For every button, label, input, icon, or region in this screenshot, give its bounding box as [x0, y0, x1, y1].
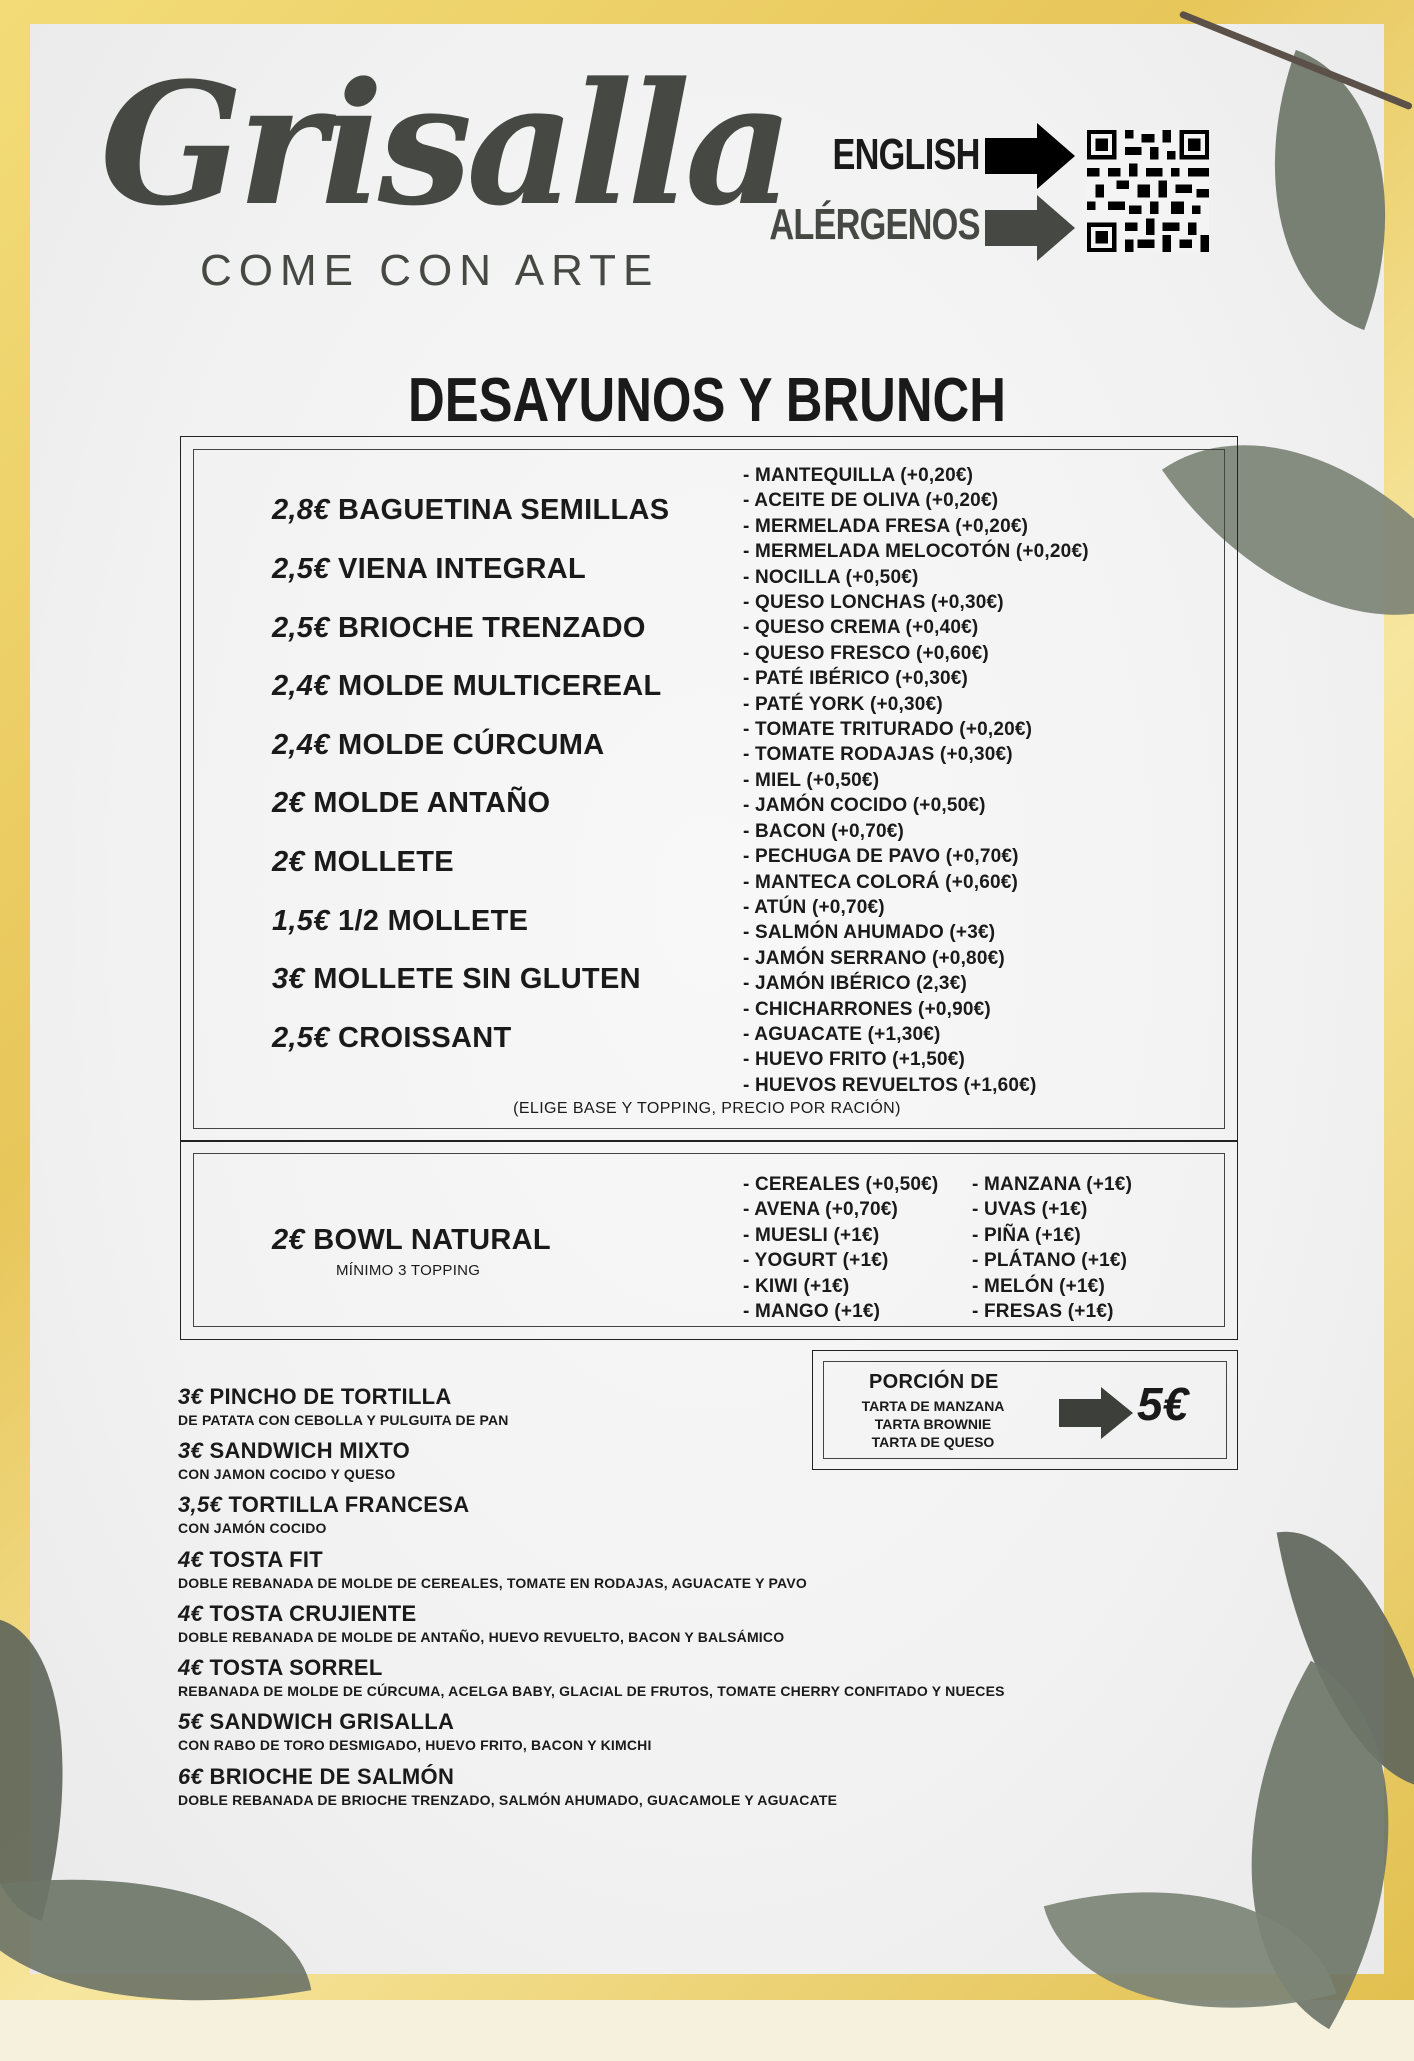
topping-item: - HUEVO FRITO (+1,50€) [743, 1049, 966, 1071]
base-item: 2,5€ CROISSANT [272, 1022, 512, 1054]
topping-item: - HUEVOS REVUELTOS (+1,60€) [743, 1074, 1037, 1096]
base-item: 2€ MOLDE ANTAÑO [272, 787, 551, 819]
topping-item: - PLÁTANO (+1€) [972, 1250, 1128, 1272]
topping-item: - PECHUGA DE PAVO (+0,70€) [743, 846, 1019, 868]
topping-item: - TOMATE TRITURADO (+0,20€) [743, 719, 1033, 741]
dish-item: 3€ PINCHO DE TORTILLA DE PATATA CON CEBOLLA Y PULGUITA DE PAN [178, 1384, 509, 1428]
arrow-right-icon [1059, 1387, 1133, 1439]
topping-item: - JAMÓN SERRANO (+0,80€) [743, 947, 1005, 969]
arrow-right-icon[interactable] [985, 195, 1075, 261]
dish-item: 4€ TOSTA CRUJIENTE DOBLE REBANADA DE MOLDE DE ANTAÑO, HUEVO REVUELTO, BACON Y BALSÁMICO [178, 1601, 785, 1645]
topping-item: - MERMELADA FRESA (+0,20€) [743, 515, 1029, 537]
topping-item: - SALMÓN AHUMADO (+3€) [743, 922, 996, 944]
dish-description: DE PATATA CON CEBOLLA Y PULGUITA DE PAN [178, 1412, 509, 1428]
base-item: 2,4€ MOLDE MULTICEREAL [272, 670, 662, 702]
dish-description: CON RABO DE TORO DESMIGADO, HUEVO FRITO, BACON Y KIMCHI [178, 1737, 652, 1753]
dish-item: 4€ TOSTA FIT DOBLE REBANADA DE MOLDE DE CEREALES, TOMATE EN RODAJAS, AGUACATE Y PAVO [178, 1547, 807, 1591]
base-item: 2,5€ BRIOCHE TRENZADO [272, 612, 646, 644]
base-note: (ELIGE BASE Y TOPPING, PRECIO POR RACIÓN) [513, 1100, 901, 1117]
base-item: 2,4€ MOLDE CÚRCUMA [272, 729, 605, 761]
dish-item: 6€ BRIOCHE DE SALMÓN DOBLE REBANADA DE BRIOCHE TRENZADO, SALMÓN AHUMADO, GUACAMOLE Y AGUACATE [178, 1764, 838, 1808]
cake-items [843, 1397, 1023, 1451]
bowl-note: MÍNIMO 3 TOPPING [336, 1262, 481, 1279]
topping-item: - MELÓN (+1€) [972, 1275, 1105, 1297]
topping-item: - MIEL (+0,50€) [743, 769, 880, 791]
brand-name: Grisalla [100, 45, 788, 243]
arrow-right-icon[interactable] [985, 123, 1075, 189]
qr-links [769, 118, 1220, 268]
topping-item: - JAMÓN COCIDO (+0,50€) [743, 795, 986, 817]
topping-item: - FRESAS (+1€) [972, 1301, 1114, 1323]
topping-item: - QUESO FRESCO (+0,60€) [743, 642, 989, 664]
cake-title: PORCIÓN DE [869, 1371, 999, 1393]
cake-portion-box [812, 1350, 1238, 1470]
base-item: 3€ MOLLETE SIN GLUTEN [272, 963, 641, 995]
brand-tagline: COME CON ARTE [200, 246, 660, 295]
topping-item: - AVENA (+0,70€) [743, 1199, 899, 1221]
dish-description: REBANADA DE MOLDE DE CÚRCUMA, ACELGA BABY, GLACIAL DE FRUTOS, TOMATE CHERRY CONFITADO Y NUECES [178, 1683, 1005, 1699]
topping-item: - QUESO CREMA (+0,40€) [743, 617, 979, 639]
base-item: 1,5€ 1/2 MOLLETE [272, 905, 529, 937]
brand-logo [100, 45, 788, 300]
base-item: 2,8€ BAGUETINA SEMILLAS [272, 494, 670, 526]
topping-item: - ACEITE DE OLIVA (+0,20€) [743, 490, 999, 512]
topping-item: - UVAS (+1€) [972, 1199, 1088, 1221]
dish-description: CON JAMÓN COCIDO [178, 1520, 327, 1536]
dish-item: 3€ SANDWICH MIXTO CON JAMON COCIDO Y QUESO [178, 1438, 411, 1482]
topping-item: - MERMELADA MELOCOTÓN (+0,20€) [743, 541, 1089, 563]
topping-item: - BACON (+0,70€) [743, 820, 905, 842]
topping-item: - MUESLI (+1€) [743, 1224, 880, 1246]
base-item: 2,5€ VIENA INTEGRAL [272, 553, 587, 585]
dish-description: DOBLE REBANADA DE BRIOCHE TRENZADO, SALMÓN AHUMADO, GUACAMOLE Y AGUACATE [178, 1792, 838, 1808]
topping-list [743, 463, 1089, 1098]
dish-item: 4€ TOSTA SORREL REBANADA DE MOLDE DE CÚRCUMA, ACELGA BABY, GLACIAL DE FRUTOS, TOMATE CHERRY CONFITADO Y NUECES [178, 1655, 1005, 1699]
topping-item: - KIWI (+1€) [743, 1275, 850, 1297]
cake-item: TARTA DE QUESO [871, 1434, 995, 1450]
allergens-label: ALÉRGENOS [769, 200, 980, 249]
topping-item: - NOCILLA (+0,50€) [743, 566, 919, 588]
bowl-toppings-right [972, 1172, 1132, 1324]
topping-item: - ATÚN (+0,70€) [743, 896, 885, 918]
dish-item: 3,5€ TORTILLA FRANCESA CON JAMÓN COCIDO [178, 1492, 470, 1536]
bowl-toppings-left [743, 1172, 938, 1324]
topping-item: - MANZANA (+1€) [972, 1174, 1133, 1195]
dish-item: 5€ SANDWICH GRISALLA CON RABO DE TORO DESMIGADO, HUEVO FRITO, BACON Y KIMCHI [178, 1709, 652, 1753]
topping-item: - MANGO (+1€) [743, 1301, 881, 1323]
topping-item: - YOGURT (+1€) [743, 1250, 889, 1272]
bowl-title: 2€ BOWL NATURAL [272, 1224, 551, 1256]
topping-item: - PATÉ IBÉRICO (+0,30€) [743, 668, 969, 690]
topping-item: - JAMÓN IBÉRICO (2,3€) [743, 973, 967, 995]
qr-code-icon[interactable] [1087, 130, 1209, 252]
topping-item: - MANTEQUILLA (+0,20€) [743, 465, 974, 486]
cake-item: TARTA BROWNIE [874, 1416, 992, 1432]
english-label: ENGLISH [832, 130, 980, 179]
dish-description: DOBLE REBANADA DE MOLDE DE CEREALES, TOMATE EN RODAJAS, AGUACATE Y PAVO [178, 1575, 807, 1591]
base-item: 2€ MOLLETE [272, 846, 454, 878]
cake-price: 5€ [1137, 1378, 1189, 1430]
topping-item: - MANTECA COLORÁ (+0,60€) [743, 871, 1019, 893]
topping-item: - QUESO LONCHAS (+0,30€) [743, 592, 1004, 614]
topping-item: - CEREALES (+0,50€) [743, 1174, 939, 1195]
dish-description: CON JAMON COCIDO Y QUESO [178, 1466, 396, 1482]
topping-item: - PIÑA (+1€) [972, 1224, 1081, 1246]
topping-item: - PATÉ YORK (+0,30€) [743, 693, 943, 715]
topping-item: - CHICHARRONES (+0,90€) [743, 998, 991, 1020]
topping-item: - AGUACATE (+1,30€) [743, 1023, 941, 1045]
topping-item: - TOMATE RODAJAS (+0,30€) [743, 744, 1013, 766]
section-title: DESAYUNOS Y BRUNCH [407, 366, 1006, 435]
cake-item: TARTA DE MANZANA [861, 1398, 1005, 1414]
dish-description: DOBLE REBANADA DE MOLDE DE ANTAÑO, HUEVO REVUELTO, BACON Y BALSÁMICO [178, 1629, 785, 1645]
